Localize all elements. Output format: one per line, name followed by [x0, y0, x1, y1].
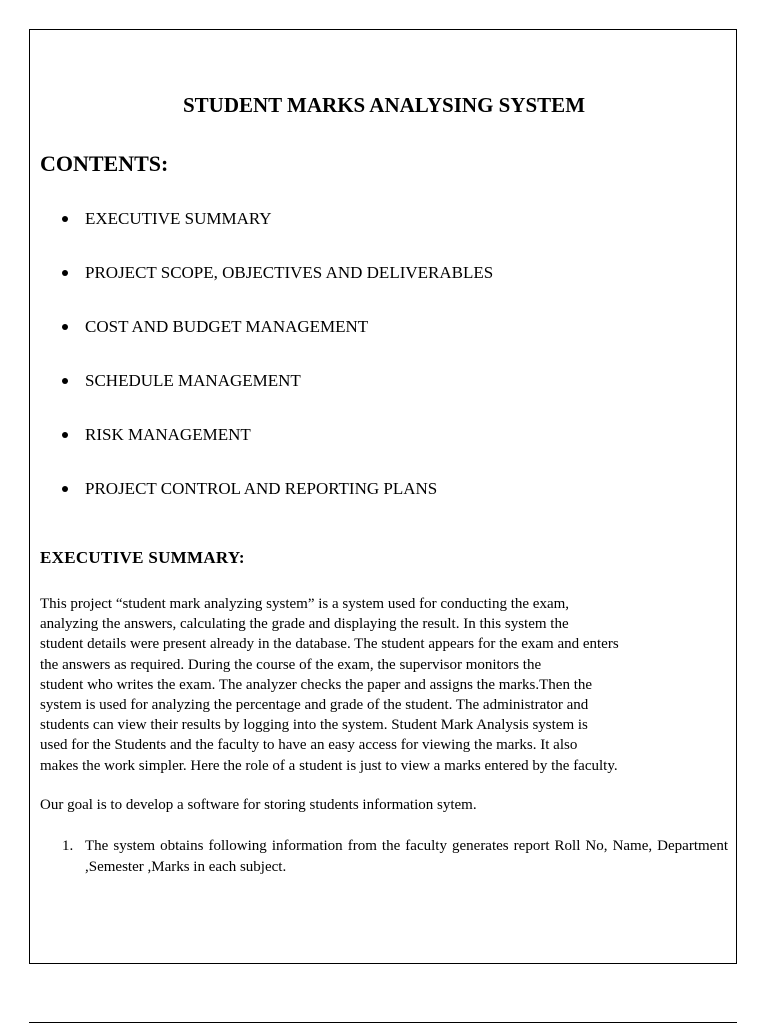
paragraph-line: students can view their results by logging into the system. Student Mark Analysis system is — [40, 717, 588, 734]
paragraph-line: system is used for analyzing the percentage and grade of the student. The administrator and — [40, 697, 589, 714]
paragraph-line: student details were present already in the database. The student appears for the exam and enters — [40, 636, 619, 653]
item-text: The system obtains following information from the faculty generates report Roll No, Name, Department ,Semester ,Marks in each subject. — [85, 838, 728, 875]
contents-item: SCHEDULE MANAGEMENT — [40, 367, 720, 421]
contents-item: PROJECT SCOPE, OBJECTIVES AND DELIVERABLES — [40, 259, 720, 313]
document-title: STUDENT MARKS ANALYSING SYSTEM — [182, 93, 586, 117]
paragraph-line: This project “student mark analyzing system” is a system used for conducting the exam, — [40, 596, 570, 612]
bullet-icon — [62, 324, 68, 330]
contents-heading: CONTENTS: — [40, 151, 169, 176]
contents-list — [40, 205, 720, 529]
contents-item: PROJECT CONTROL AND REPORTING PLANS — [40, 475, 720, 529]
bullet-icon — [62, 378, 68, 384]
paragraph-line: makes the work simpler. Here the role of a student is just to view a marks entered by the faculty. — [40, 757, 618, 774]
numbered-item — [40, 836, 728, 877]
paragraph-line: the answers as required. During the course of the exam, the supervisor monitors the — [40, 656, 542, 673]
bullet-icon — [62, 432, 68, 438]
item-number: 1. — [62, 838, 74, 854]
bullet-icon — [62, 216, 68, 222]
contents-item: RISK MANAGEMENT — [40, 421, 720, 475]
executive-summary-paragraph — [40, 594, 728, 776]
contents-item: EXECUTIVE SUMMARY — [40, 205, 720, 259]
bullet-icon — [62, 486, 68, 492]
goal-paragraph: Our goal is to develop a software for storing students information sytem. — [40, 797, 477, 813]
paragraph-line: student who writes the exam. The analyzer checks the paper and assigns the marks.Then the — [40, 676, 593, 693]
page-divider — [29, 1022, 737, 1023]
paragraph-line: used for the Students and the faculty to have an easy access for viewing the marks. It also — [40, 737, 578, 754]
paragraph-line: analyzing the answers, calculating the grade and displaying the result. In this system the — [40, 616, 569, 633]
bullet-icon — [62, 270, 68, 276]
executive-summary-heading: EXECUTIVE SUMMARY: — [40, 548, 245, 567]
contents-item: COST AND BUDGET MANAGEMENT — [40, 313, 720, 367]
